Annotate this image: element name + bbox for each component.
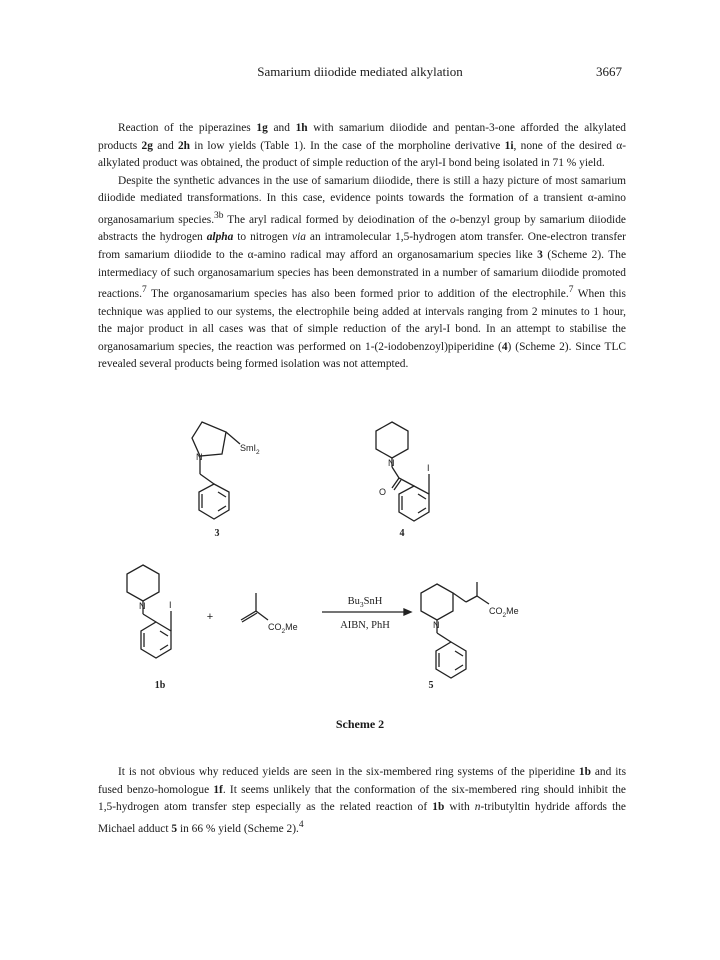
compound-ref: 4 xyxy=(501,340,508,353)
compound-1b-structure xyxy=(127,565,171,658)
text-run: -tributyltin hydride affords the Michael adduct xyxy=(98,801,626,835)
atom-label-i: I xyxy=(427,463,430,473)
text-run: ) (Scheme 2). Since TLC revealed several products being formed isolation was not attempted. xyxy=(98,340,626,371)
samarium-iodide-label: SmI$_2$ xyxy=(240,443,260,456)
text-run: Reaction of the piperazines xyxy=(118,122,257,134)
text-run: in low yields (Table 1). In the case of the morpholine derivative xyxy=(189,139,505,152)
atom-label-n: N xyxy=(196,452,203,462)
atom-label-n: N xyxy=(388,458,395,468)
text-run: The aryl radical formed by deiodination of the xyxy=(223,213,451,226)
atom-label-n: N xyxy=(433,620,440,630)
reference-superscript: 4 xyxy=(298,819,304,830)
text-run: . It seems unlikely that the conformation of the six-membered ring should inhibit the 1,5-hydrogen atom transfer step especially as the related reaction of xyxy=(98,783,626,814)
running-title: Samarium diiodide mediated alkylation xyxy=(257,64,463,79)
atom-label-i: I xyxy=(169,600,172,610)
text-run: When this technique was applied to our systems, the electrophile being added at intervals ranging from 2 minutes to 1 hour, the major product in all cases was that of simple reduction of the aryl-I bond. In an attempt to stabilise the organosamarium species, the reaction was performed on 1-(2-iodobenzoyl)piperidine ( xyxy=(98,287,626,353)
reference-superscript: 3b xyxy=(214,210,224,221)
text-run: -benzyl group by samarium diiodide abstracts the hydrogen xyxy=(98,213,626,244)
bold-italic-text: alpha xyxy=(206,231,234,244)
text-run: an intramolecular 1,5-hydrogen atom transfer. One-electron transfer from samarium diiodide to the α-amino radical may afford an organosamarium species like xyxy=(98,231,626,261)
compound-3-structure xyxy=(192,422,240,519)
compound-number-1b: 1b xyxy=(154,680,166,691)
arrow-head xyxy=(404,609,411,615)
atom-label-o: O xyxy=(379,487,387,497)
atom-label-n: N xyxy=(139,601,146,611)
text-run: with xyxy=(444,801,475,814)
body-text-bottom xyxy=(98,764,626,838)
compound-ref: 1i xyxy=(504,139,514,152)
paragraph xyxy=(98,764,626,838)
compound-ref: 1f xyxy=(213,783,223,796)
text-run: (Scheme 2). The intermediacy of such organosamarium species has been demonstrated in a number of samarium diiodide promoted reactions. xyxy=(98,248,627,300)
page-number: 3667 xyxy=(596,64,622,79)
ester-label: $CO_2Me$ xyxy=(268,622,298,635)
italic-text: o xyxy=(450,213,456,226)
compound-ref: 5 xyxy=(171,822,178,835)
compound-number-3: 3 xyxy=(214,528,220,539)
compound-number-4: 4 xyxy=(399,528,405,539)
reagent-aibn-benzene: AIBN, PhH xyxy=(340,620,390,631)
methyl-methacrylate-structure xyxy=(241,593,268,622)
text-run: The organosamarium species has also been formed prior to addition of the electrophile. xyxy=(146,287,569,300)
text-run: and xyxy=(152,139,178,152)
text-run: and xyxy=(267,122,296,134)
compound-ref: 3 xyxy=(537,248,543,261)
plus-sign: + xyxy=(206,611,214,623)
compound-4-structure xyxy=(376,422,429,521)
compound-ref: 2h xyxy=(177,139,190,152)
text-run: It is not obvious why reduced yields are seen in the six-membered ring systems of the piperidine xyxy=(118,766,579,778)
text-run: and its fused benzo-homologue xyxy=(98,766,626,796)
reference-superscript: 7 xyxy=(568,285,574,296)
compound-5-structure xyxy=(421,582,489,678)
scheme-caption: Scheme 2 xyxy=(335,717,385,731)
italic-text: n xyxy=(474,801,481,814)
text-run: , none of the desired α-alkylated product was obtained, the product of simple reduction of the aryl-I bond being isolated in 71 % yield. xyxy=(98,139,626,170)
compound-ref: 1g xyxy=(256,122,268,134)
text-run: in 66 % yield (Scheme 2). xyxy=(177,822,299,835)
reagent-tributyltin-hydride: $Bu_3SnH$ xyxy=(347,596,383,609)
compound-ref: 2g xyxy=(141,139,153,152)
compound-ref: 1h xyxy=(295,122,308,134)
compound-ref: 1b xyxy=(578,766,591,778)
compound-number-5: 5 xyxy=(428,680,434,691)
ester-label: $CO_2Me$ xyxy=(489,606,519,619)
italic-text: via xyxy=(292,231,306,244)
reference-superscript: 7 xyxy=(141,285,147,296)
text-run: with samarium diiodide and pentan-3-one afforded the alkylated products xyxy=(98,122,626,152)
text-run: Despite the synthetic advances in the use of samarium diiodide, there is still a hazy picture of most samarium diiodide mediated transformations. In this case, evidence points towards the formation of a transient α-amino organosamarium species. xyxy=(98,174,626,226)
text-run: to nitrogen xyxy=(233,231,293,244)
compound-ref: 1b xyxy=(432,801,445,814)
